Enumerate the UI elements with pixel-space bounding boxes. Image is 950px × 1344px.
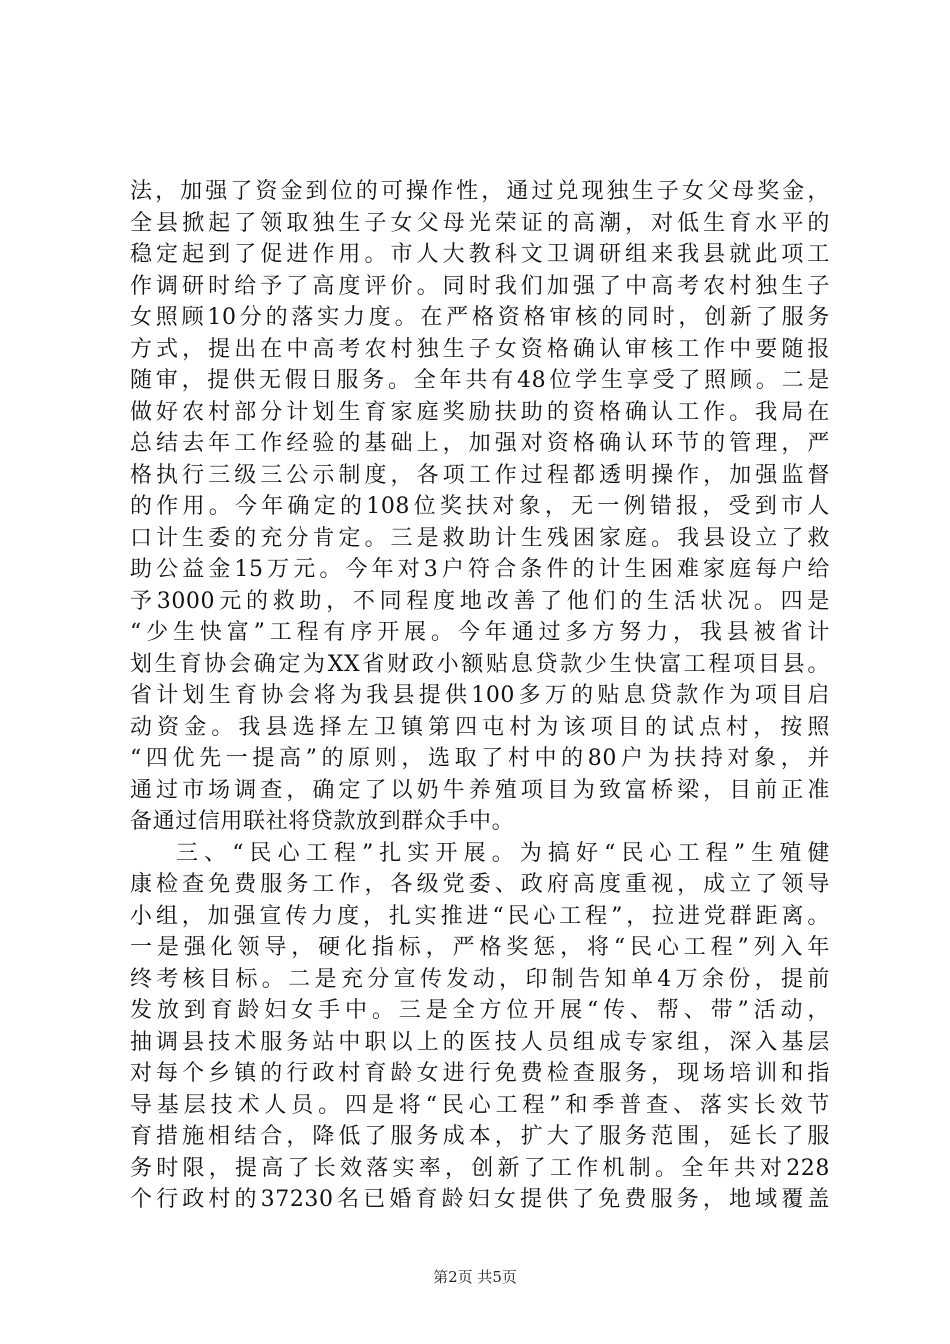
text-line: 终考核目标。二是充分宣传发动，印制告知单4万余份，提前	[130, 966, 830, 992]
text-line: 予3000元的救助，不同程度地改善了他们的生活状况。四是	[130, 588, 830, 614]
text-line: 动资金。我县选择左卫镇第四屯村为该项目的试点村，按照	[130, 714, 830, 740]
text-line: 康检查免费服务工作，各级党委、政府高度重视，成立了领导	[130, 872, 830, 897]
text-line: 格执行三级三公示制度，各项工作过程都透明操作，加强监督	[130, 462, 830, 488]
text-line: “少生快富”工程有序开展。今年通过多方努力，我县被省计	[130, 620, 830, 645]
text-line: 一是强化领导，硬化指标，严格奖惩，将“民心工程”列入年	[130, 935, 830, 960]
text-line: 备通过信用联社将贷款放到群众手中。	[130, 809, 515, 834]
text-line: 随审，提供无假日服务。全年共有48位学生享受了照顾。二是	[130, 368, 830, 393]
text-line: 女照顾10分的落实力度。在严格资格审核的同时，创新了服务	[130, 305, 830, 330]
text-line: 小组，加强宣传力度，扎实推进“民心工程”，拉进党群距离。	[130, 903, 830, 929]
text-line: 务时限，提高了长效落实率，创新了工作机制。全年共对228	[130, 1155, 830, 1181]
text-line: 导基层技术人员。四是将“民心工程”和季普查、落实长效节	[130, 1092, 830, 1118]
text-line: 抽调县技术服务站中职以上的医技人员组成专家组，深入基层	[130, 1029, 830, 1055]
text-line: 口计生委的充分肯定。三是救助计生残困家庭。我县设立了救	[130, 525, 830, 551]
text-line: 总结去年工作经验的基础上，加强对资格确认环节的管理，严	[130, 431, 830, 456]
text-line: 法，加强了资金到位的可操作性，通过兑现独生子女父母奖金，	[130, 179, 830, 204]
paragraph-start-line: 三、“民心工程”扎实开展。为搞好“民心工程”生殖健	[176, 840, 830, 866]
text-line: 全县掀起了领取独生子女父母光荣证的高潮，对低生育水平的	[130, 210, 830, 236]
text-line: 省计划生育协会将为我县提供100多万的贴息贷款作为项目启	[130, 683, 830, 708]
text-line: 助公益金15万元。今年对3户符合条件的计生困难家庭每户给	[130, 557, 830, 582]
text-line: 发放到育龄妇女手中。三是全方位开展“传、帮、带”活动，	[130, 998, 830, 1023]
text-line: “四优先一提高”的原则，选取了村中的80户为扶持对象，并	[130, 746, 830, 771]
text-line: 育措施相结合，降低了服务成本，扩大了服务范围，延长了服	[130, 1124, 830, 1149]
text-line: 对每个乡镇的行政村育龄女进行免费检查服务，现场培训和指	[130, 1061, 830, 1086]
page-footer: 第2页 共5页	[433, 1268, 517, 1286]
text-line: 的作用。今年确定的108位奖扶对象，无一例错报，受到市人	[130, 494, 830, 519]
text-line: 划生育协会确定为XX省财政小额贴息贷款少生快富工程项目县。	[130, 651, 830, 677]
body-text	[130, 176, 830, 1216]
text-line: 作调研时给予了高度评价。同时我们加强了中高考农村独生子	[130, 273, 830, 299]
text-line: 稳定起到了促进作用。市人大教科文卫调研组来我县就此项工	[130, 242, 830, 267]
text-line: 通过市场调查，确定了以奶牛养殖项目为致富桥梁，目前正准	[130, 777, 830, 803]
text-line: 做好农村部分计划生育家庭奖励扶助的资格确认工作。我局在	[130, 399, 830, 425]
text-line: 个行政村的37230名已婚育龄妇女提供了免费服务，地域覆盖	[130, 1187, 830, 1212]
text-line: 方式，提出在中高考农村独生子女资格确认审核工作中要随报	[130, 336, 830, 362]
